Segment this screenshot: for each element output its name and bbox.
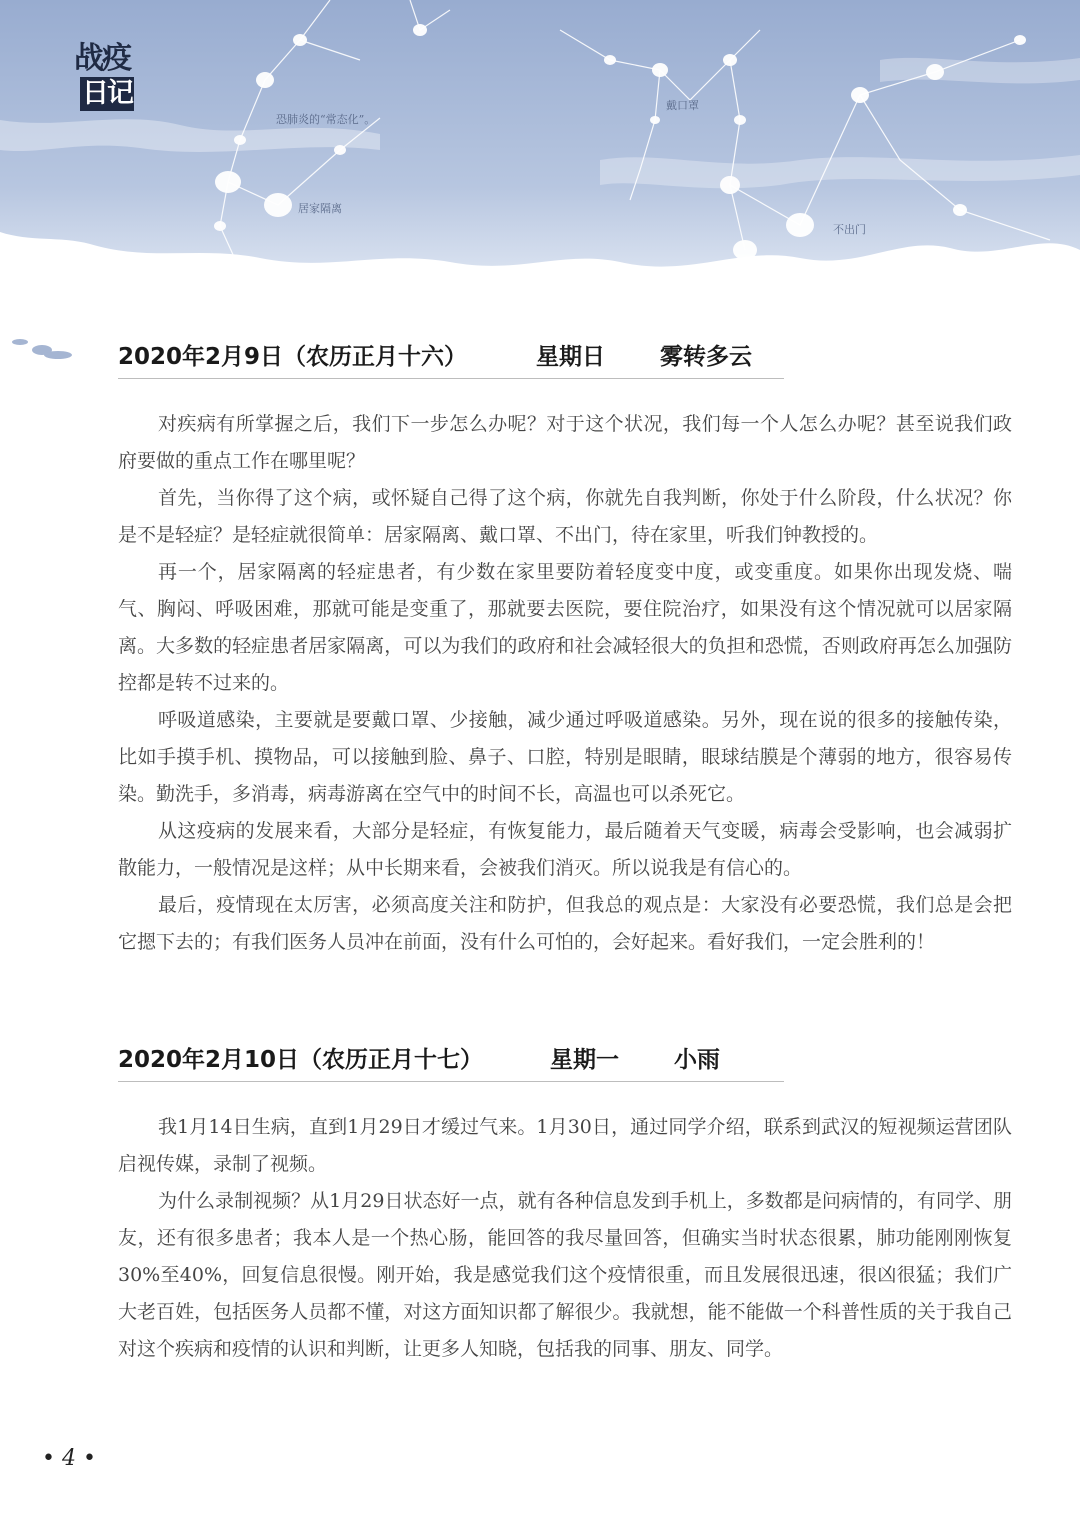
paragraph: 首先，当你得了这个病，或怀疑自己得了这个病，你就先自我判断，你处于什么阶段，什么状况？你是不是轻症？是轻症就很简单：居家隔离、戴口罩、不出门，待在家里，听我们钟教授的。 xyxy=(118,487,1012,546)
logo-line-1: 战疫 xyxy=(74,41,130,76)
entry-date: 2020年2月10日（农历正月十七） xyxy=(118,1047,484,1073)
entry-weather: 小雨 xyxy=(674,1047,720,1073)
paragraph: 再一个，居家隔离的轻症患者，有少数在家里要防着轻度变中度，或变重度。如果你出现发烧、喘气、胸闷、呼吸困难，那就可能是变重了，那就要去医院，要住院治疗，如果没有这个情况就可以居家隔离。大多数的轻症患者居家隔离，可以为我们的政府和社会减轻很大的负担和恐慌，否则政府再怎么加强防控都是转不过来的。 xyxy=(118,561,1012,694)
node-label-2: 戴口罩 xyxy=(666,99,699,112)
zhanyi-riji-logo xyxy=(74,42,154,111)
constellation-background xyxy=(0,0,1080,380)
paragraph: 我1月14日生病，直到1月29日才缓过气来。1月30日，通过同学介绍，联系到武汉的短视频运营团队启视传媒，录制了视频。 xyxy=(118,1116,1012,1175)
entry-weather: 雾转多云 xyxy=(660,344,752,370)
entry-header-2 xyxy=(118,1041,784,1082)
paragraph: 呼吸道感染，主要就是要戴口罩、少接触，减少通过呼吸道感染。另外，现在说的很多的接触传染，比如手摸手机、摸物品，可以接触到脸、鼻子、口腔，特别是眼睛，眼球结膜是个薄弱的地方，很容易传染。勤洗手，多消毒，病毒游离在空气中的时间不长，高温也可以杀死它。 xyxy=(118,709,1012,805)
entry-body-2 xyxy=(118,1109,1012,1368)
node-label-1: 恐肺炎的“常态化”。 xyxy=(276,113,376,126)
paragraph: 为什么录制视频？从1月29日状态好一点，就有各种信息发到手机上，多数都是问病情的，有同学、朋友，还有很多患者；我本人是一个热心肠，能回答的我尽量回答，但确实当时状态很累，肺功能刚刚恢复30%至40%，回复信息很慢。刚开始，我是感觉我们这个疫情很重，而且发展很迅速，很凶很猛；我们广大老百姓，包括医务人员都不懂，对这方面知识都了解很少。我就想，能不能做一个科普性质的关于我自己对这个疾病和疫情的认识和判断，让更多人知晓，包括我的同事、朋友、同学。 xyxy=(118,1190,1012,1360)
paragraph: 对疾病有所掌握之后，我们下一步怎么办呢？对于这个状况，我们每一个人怎么办呢？甚至说我们政府要做的重点工作在哪里呢？ xyxy=(118,413,1012,472)
entry-weekday: 星期一 xyxy=(550,1047,619,1073)
entry-date: 2020年2月9日（农历正月十六） xyxy=(118,344,468,370)
page-number: • 4 • xyxy=(42,1446,96,1471)
node-label-4: 不出门 xyxy=(833,223,866,236)
header-banner xyxy=(0,0,1080,380)
entry-header-1 xyxy=(118,338,784,379)
logo-line-2: 日记 xyxy=(82,78,132,109)
paragraph: 从这疫病的发展来看，大部分是轻症，有恢复能力，最后随着天气变暖，病毒会受影响，也会减弱扩散能力，一般情况是这样；从中长期来看，会被我们消灭。所以说我是有信心的。 xyxy=(118,820,1012,879)
paragraph: 最后，疫情现在太厉害，必须高度关注和防护，但我总的观点是：大家没有必要恐慌，我们总是会把它摁下去的；有我们医务人员冲在前面，没有什么可怕的，会好起来。看好我们，一定会胜利的！ xyxy=(118,894,1012,953)
node-label-3: 居家隔离 xyxy=(298,202,342,215)
entry-body-1 xyxy=(118,406,1012,961)
entry-weekday: 星期日 xyxy=(536,344,605,370)
